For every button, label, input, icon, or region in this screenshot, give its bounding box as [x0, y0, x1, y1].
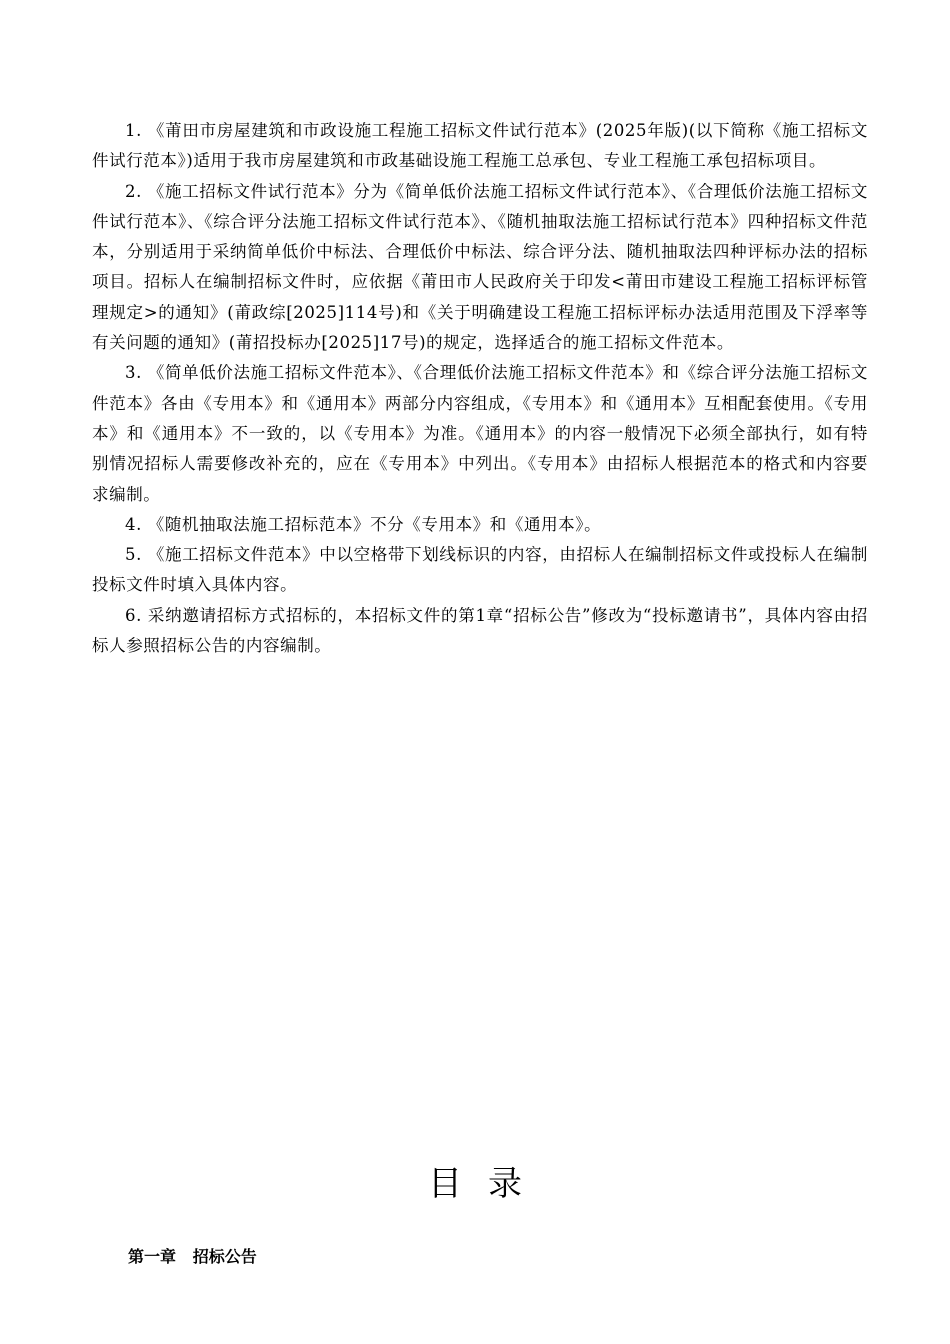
note-item-3: 3. 《简单低价法施工招标文件范本》、《合理低价法施工招标文件范本》和《综合评分法施工招标文件范本》各由《专用本》和《通用本》两部分内容组成，《专用本》和《通用本》互相配套使用。《专用本》和《通用本》不一致的，以《专用本》为准。《通用本》的内容一般情况下必须全部执行，如有特别情况招标人需要修改补充的，应在《专用本》中列出。《专用本》由招标人根据范本的格式和内容要求编制。 [92, 363, 868, 504]
note-item-2: 2. 《施工招标文件试行范本》分为《简单低价法施工招标文件试行范本》、《合理低价法施工招标文件试行范本》、《综合评分法施工招标文件试行范本》、《随机抽取法施工招标试行范本》四种招标文件范本，分别适用于采纳简单低价中标法、合理低价中标法、综合评分法、随机抽取法四种评标办法的招标项目。招标人在编制招标文件时，应依据《莆田市人民政府关于印发<莆田市建设工程施工招标评标管理规定>的通知》(莆政综[2025]114号)和《关于明确建设工程施工招标评标办法适用范围及下浮率等有关问题的通知》(莆招投标办[2025]17号)的规定，选择适合的施工招标文件范本。 [92, 181, 868, 353]
usage-notes [92, 116, 868, 661]
note-item-4: 4. 《随机抽取法施工招标范本》不分《专用本》和《通用本》。 [125, 514, 602, 534]
note-item-5: 5. 《施工招标文件范本》中以空格带下划线标识的内容，由招标人在编制招标文件或投标人在编制投标文件时填入具体内容。 [92, 545, 868, 595]
toc-title: 目录 [428, 1164, 548, 1204]
note-item-1: 1. 《莆田市房屋建筑和市政设施工程施工招标文件试行范本》(2025年版)(以下简称《施工招标文件试行范本》)适用于我市房屋建筑和市政基础设施工程施工总承包、专业工程施工承包招标项目。 [92, 121, 868, 171]
note-item-6: 6. 采纳邀请招标方式招标的，本招标文件的第1章“招标公告”修改为“投标邀请书”，具体内容由招标人参照招标公告的内容编制。 [92, 605, 868, 656]
toc-entry-chapter-1[interactable]: 第一章 招标公告 [128, 1247, 257, 1266]
